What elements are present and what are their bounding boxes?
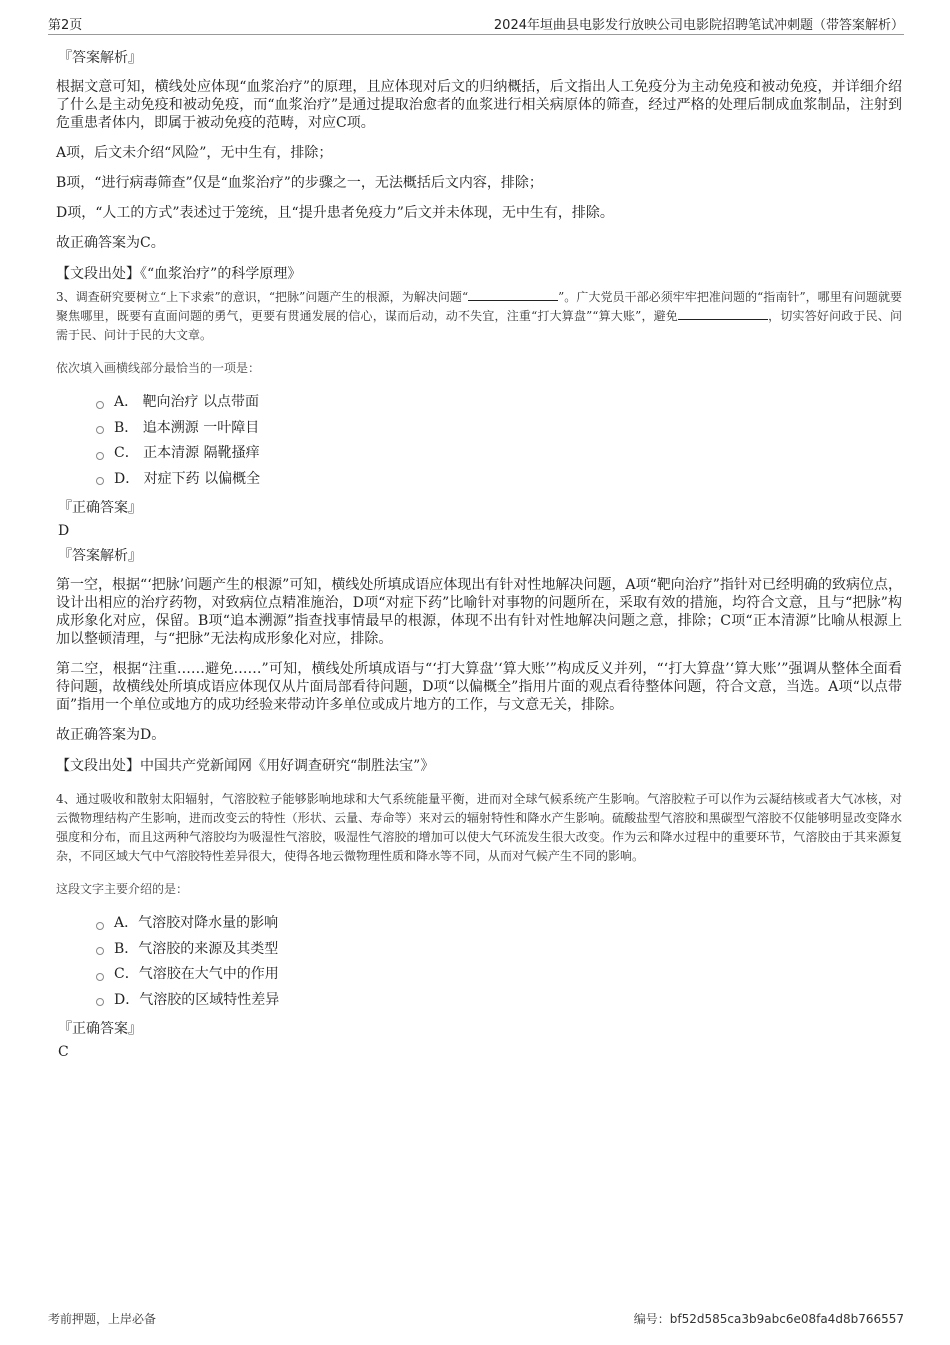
q2-analysis-option-a: A项，后文未介绍“风险”，无中生有，排除； [56, 145, 333, 161]
radio-icon[interactable] [96, 426, 104, 434]
q3-prompt: 依次填入画横线部分最恰当的一项是： [56, 361, 261, 375]
document-id: 编号：bf52d585ca3b9abc6e08fa4d8b766557 [633, 1312, 904, 1326]
q3-source: 【文段出处】中国共产党新闻网《用好调查研究“制胜法宝”》 [56, 758, 435, 774]
q4-option-b[interactable]: B．气溶胶的来源及其类型 [96, 937, 902, 963]
q3-blank-1 [468, 288, 558, 301]
q2-analysis-option-b: B项，“进行病毒筛查”仅是“血浆治疗”的步骤之一，无法概括后文内容，排除； [56, 175, 543, 191]
q4-answer-label: 『正确答案』 [58, 1021, 142, 1037]
footer-slogan: 考前押题，上岸必备 [48, 1312, 157, 1326]
q2-analysis-paragraph: 根据文意可知，横线处应体现“血浆治疗”的原理，且应体现对后文的归纳概括，后文指出人工免疫分为主动免疫和被动免疫，并详细介绍了什么是主动免疫和被动免疫，而“血浆治疗”是通过提取治愈者的血浆进行相关病原体的筛查，经过严格的处理后制成血浆制品，注射到危重患者体内，即属于被动免疫的范畴，对应C项。 [56, 79, 902, 131]
radio-icon[interactable] [96, 947, 104, 955]
q2-analysis-label: 『答案解析』 [58, 50, 142, 66]
q3-blank-2 [678, 307, 768, 320]
q4-options [96, 911, 902, 1013]
radio-icon[interactable] [96, 998, 104, 1006]
q3-analysis-blank-1: 第一空，根据“‘把脉’问题产生的根源”可知，横线处所填成语应体现出有针对性地解决问题，A项“靶向治疗”指针对已经明确的致病位点，设计出相应的治疗药物，对致病位点精准施治，D项“对症下药”比喻针对事物的问题所在，采取有效的措施，均符合文意，且与“把脉”构成形象化对应，保留。B项“追本溯源”指查找事情最早的根源，体现不出有针对性地解决问题之意，排除；C项“正本清源”比喻从根源上加以整顿清理，与“把脉”无法构成形象化对应，排除。 [56, 577, 902, 647]
q2-source: 【文段出处】《“血浆治疗”的科学原理》 [56, 266, 302, 282]
radio-icon[interactable] [96, 922, 104, 930]
q2-analysis-option-d: D项，“人工的方式”表述过于笼统，且“提升患者免疫力”后文并未体现，无中生有，排除。 [56, 205, 614, 221]
q3-answer-label: 『正确答案』 [58, 500, 142, 516]
q4-question-text: 4、通过吸收和散射太阳辐射，气溶胶粒子能够影响地球和大气系统能量平衡，进而对全球气候系统产生影响。气溶胶粒子可以作为云凝结核或者大气冰核，对云微物理结构产生影响，进而改变云的特性（形状、云量、寿命等）来对云的辐射特性和降水产生影响。硫酸盐型气溶胶和黑碳型气溶胶不仅能够明显改变降水强度和分布，而且这两种气溶胶均为吸湿性气溶胶，吸湿性气溶胶的增加可以使大气环流发生很大改变。作为云和降水过程中的重要环节，气溶胶由于其来源复杂，不同区域大气中气溶胶特性差异很大，使得各地云微物理性质和降水等不同，从而对气候产生不同的影响。 [56, 792, 902, 863]
q3-analysis-blank-2: 第二空，根据“注重……避免……”可知，横线处所填成语与“‘打大算盘’‘算大账’”构成反义并列，“‘打大算盘’‘算大账’”强调从整体全面看待问题，故横线处所填成语应体现仅从片面局部看待问题，D项“以偏概全”指用片面的观点看待整体问题，符合文意，当选。A项“以点带面”指用一个单位或地方的成功经验来带动许多单位或成片地方的工作，与文意无关，排除。 [56, 661, 902, 713]
radio-icon[interactable] [96, 401, 104, 409]
q3-option-a[interactable]: A． 靶向治疗 以点带面 [96, 390, 902, 416]
q4-option-a[interactable]: A．气溶胶对降水量的影响 [96, 911, 902, 937]
document-title: 2024年垣曲县电影发行放映公司电影院招聘笔试冲刺题（带答案解析） [493, 18, 904, 33]
q4-option-d[interactable]: D．气溶胶的区域特性差异 [96, 988, 902, 1014]
page-number: 第2页 [48, 18, 83, 33]
q2-conclusion: 故正确答案为C。 [56, 235, 165, 251]
q4-answer: C [58, 1044, 69, 1060]
page-header [48, 14, 904, 35]
q3-options [96, 390, 902, 492]
q3-option-d[interactable]: D． 对症下药 以偏概全 [96, 467, 902, 493]
radio-icon[interactable] [96, 452, 104, 460]
q3-option-c[interactable]: C． 正本清源 隔靴搔痒 [96, 441, 902, 467]
main-content [56, 44, 902, 1067]
q4-option-c[interactable]: C．气溶胶在大气中的作用 [96, 962, 902, 988]
radio-icon[interactable] [96, 973, 104, 981]
q3-conclusion: 故正确答案为D。 [56, 727, 166, 743]
q3-option-b[interactable]: B． 追本溯源 一叶障目 [96, 416, 902, 442]
q4-prompt: 这段文字主要介绍的是： [56, 882, 189, 896]
radio-icon[interactable] [96, 477, 104, 485]
q3-analysis-label: 『答案解析』 [58, 548, 142, 564]
q3-answer: D [58, 523, 70, 539]
q3-question-text: 3、调查研究要树立“上下求索”的意识，“把脉”问题产生的根源，为解决问题“ ”。广大党员干部必须牢牢把准问题的“指南针”，哪里有问题就要聚焦哪里，既要有直面问题的勇气，更要有贯通发展的信心，谋而后动，动不失宜，注重“打大算盘”“算大账”，避免 ，切实答好问政于民、问需于民、问计于民的大文章。 [56, 290, 902, 342]
